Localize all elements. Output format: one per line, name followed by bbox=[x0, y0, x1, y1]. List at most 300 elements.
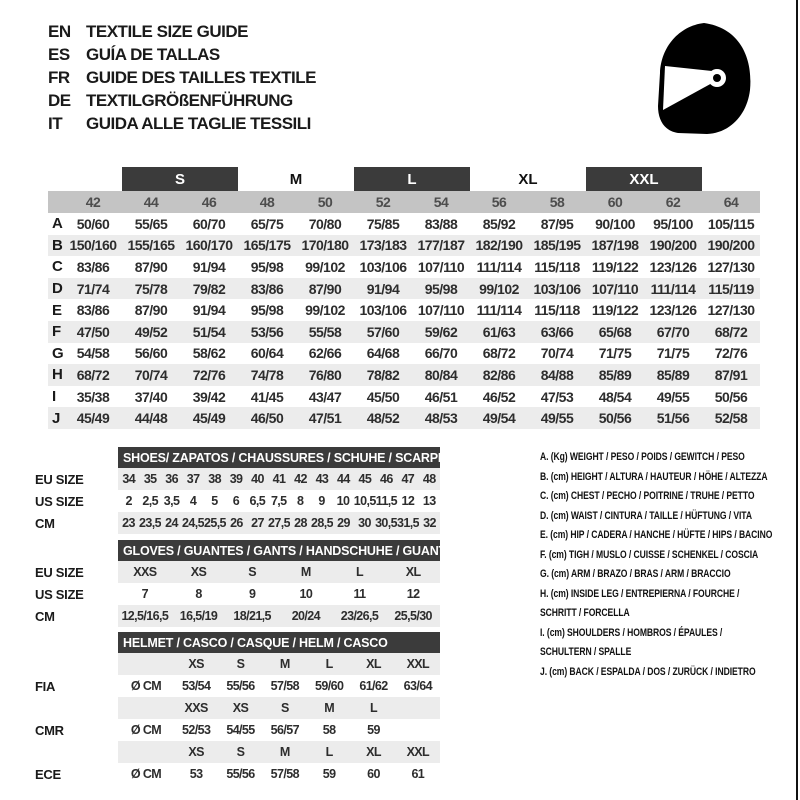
row-letter: J bbox=[52, 409, 61, 427]
value-cell: 3,5 bbox=[163, 494, 180, 508]
eu-sizes-row bbox=[48, 191, 760, 213]
value-cell: 61 bbox=[411, 767, 425, 781]
measurement-cell: 60/70 bbox=[192, 215, 226, 232]
value-cell: 55/56 bbox=[226, 679, 255, 693]
legend-item bbox=[540, 448, 796, 468]
measurement-cell: 49/54 bbox=[482, 410, 516, 427]
measurement-cell: 95/100 bbox=[653, 215, 693, 232]
measurement-cell: 71/74 bbox=[76, 280, 110, 297]
measurement-cell: 51/54 bbox=[192, 323, 226, 340]
measurement-cell: 72/76 bbox=[714, 345, 748, 362]
legend-line: C. (cm) CHEST / PECHO / POITRINE / TRUHE / PETTO bbox=[540, 490, 755, 502]
measurement-cell: 46/51 bbox=[424, 388, 458, 405]
row-letter: D bbox=[52, 280, 63, 298]
measurement-cell: 190/200 bbox=[707, 237, 755, 254]
unit-spacer-cell bbox=[118, 653, 174, 675]
measurement-cell: 127/130 bbox=[707, 258, 755, 275]
measurement-cell: 55/65 bbox=[134, 215, 168, 232]
measurement-cell: 75/78 bbox=[134, 280, 168, 297]
value-cell: M bbox=[279, 561, 333, 583]
measurement-cell: 50/56 bbox=[598, 410, 632, 427]
size-header-cell: 56 bbox=[491, 194, 507, 210]
language-code: DE bbox=[48, 91, 71, 111]
legend-item bbox=[540, 565, 796, 585]
size-header-cell: XXS bbox=[174, 697, 218, 719]
measurement-cell: 103/106 bbox=[359, 258, 407, 275]
measurement-row bbox=[48, 386, 760, 408]
value-cell: 25,5/30 bbox=[386, 605, 440, 627]
measurement-cell: 123/126 bbox=[649, 302, 697, 319]
size-header-cell: XS bbox=[174, 741, 218, 763]
value-cell: 38 bbox=[204, 468, 225, 490]
diameter-unit-label: Ø CM bbox=[130, 679, 162, 693]
measurement-cell: 49/55 bbox=[656, 388, 690, 405]
size-header-cell: 44 bbox=[143, 194, 159, 210]
value-cell: 53/54 bbox=[182, 679, 211, 693]
measurement-cell: 111/114 bbox=[650, 280, 696, 297]
size-header-cell: L bbox=[307, 653, 351, 675]
size-header-cell bbox=[396, 697, 440, 719]
measurement-cell: 68/72 bbox=[482, 345, 516, 362]
legend-item bbox=[540, 468, 796, 488]
measurement-cell: 53/56 bbox=[250, 323, 284, 340]
size-header-cell: S bbox=[218, 653, 262, 675]
language-row bbox=[48, 90, 316, 113]
measurement-row bbox=[48, 343, 760, 365]
measurement-cell: 50/60 bbox=[76, 215, 110, 232]
measurement-cell: 78/82 bbox=[366, 366, 400, 383]
table-title-bar: HELMET / CASCO / CASQUE / HELM / CASCO bbox=[118, 632, 440, 653]
legend-line: I. (cm) SHOULDERS / HOMBROS / ÉPAULES / bbox=[540, 626, 723, 639]
table-row bbox=[35, 605, 440, 627]
value-cell: 37 bbox=[182, 468, 203, 490]
measurement-legend bbox=[540, 448, 796, 682]
value-cell: 34 bbox=[118, 468, 139, 490]
shoes-size-table bbox=[35, 447, 446, 534]
row-letter: H bbox=[52, 366, 63, 384]
value-cell: 23 bbox=[118, 512, 139, 534]
value-cell: 11 bbox=[353, 587, 366, 601]
value-cell: 60 bbox=[367, 767, 380, 781]
value-cell: 41 bbox=[268, 468, 289, 490]
legend-line: F. (cm) TIGH / MUSLO / CUISSE / SCHENKEL / COSCIA bbox=[540, 548, 759, 561]
unit-spacer-cell bbox=[118, 741, 174, 763]
page-right-border bbox=[796, 0, 798, 800]
measurement-row bbox=[48, 256, 760, 278]
legend-item bbox=[540, 624, 796, 663]
measurement-cell: 115/118 bbox=[534, 258, 580, 275]
value-cell: 29 bbox=[333, 512, 354, 534]
value-cell: 23/26,5 bbox=[333, 605, 387, 627]
measurement-cell: 44/48 bbox=[134, 410, 168, 427]
value-cell: 9 bbox=[248, 587, 256, 601]
value-cell: 45 bbox=[354, 468, 375, 490]
value-cell: 52/53 bbox=[182, 723, 211, 737]
value-cell: 42 bbox=[290, 468, 311, 490]
measurement-cell: 95/98 bbox=[250, 258, 284, 275]
measurement-cell: 71/75 bbox=[598, 345, 632, 362]
measurement-cell: 80/84 bbox=[424, 366, 458, 383]
measurement-cell: 185/195 bbox=[533, 237, 581, 254]
measurement-row bbox=[48, 235, 760, 257]
measurement-cell: 99/102 bbox=[305, 302, 345, 319]
value-cell: 13 bbox=[422, 494, 436, 508]
language-title: TEXTILE SIZE GUIDE bbox=[86, 21, 248, 41]
measurement-cell: 160/170 bbox=[185, 237, 233, 254]
size-group-label: M bbox=[289, 170, 303, 188]
standard-label: ECE bbox=[35, 766, 61, 782]
legend-item bbox=[540, 507, 796, 527]
measurement-cell: 37/40 bbox=[134, 388, 168, 405]
size-group-label: XXL bbox=[586, 167, 702, 191]
value-cell: 59 bbox=[367, 723, 380, 737]
legend-line: E. (cm) HIP / CADERA / HANCHE / HÜFTE / HIPS / BACINO bbox=[540, 529, 773, 541]
value-cell: 57/58 bbox=[270, 767, 299, 781]
measurement-cell: 68/72 bbox=[76, 366, 110, 383]
legend-item bbox=[540, 526, 796, 546]
measurement-row bbox=[48, 407, 760, 429]
value-cell: 53 bbox=[189, 767, 203, 781]
value-cell: 46 bbox=[376, 468, 397, 490]
value-cell: 54/55 bbox=[226, 723, 255, 737]
value-cell: 7 bbox=[141, 587, 148, 601]
measurement-cell: 46/50 bbox=[250, 410, 284, 427]
size-header-cell: XS bbox=[218, 697, 262, 719]
measurement-cell: 51/56 bbox=[656, 410, 690, 427]
measurement-cell: 83/86 bbox=[250, 280, 284, 297]
language-row bbox=[48, 20, 316, 43]
language-title: TEXTILGRÖßENFÜHRUNG bbox=[86, 91, 293, 111]
row-letter: I bbox=[52, 388, 57, 406]
measurement-cell: 62/66 bbox=[308, 345, 342, 362]
measurement-cell: 170/180 bbox=[301, 237, 349, 254]
value-cell: 57/58 bbox=[270, 679, 299, 693]
measurement-row bbox=[48, 364, 760, 386]
value-cell: 58 bbox=[322, 723, 336, 737]
value-cell: 26 bbox=[226, 512, 247, 534]
measurement-cell: 43/47 bbox=[308, 388, 342, 405]
value-cell: 7,5 bbox=[270, 494, 287, 508]
measurement-cell: 85/89 bbox=[598, 366, 632, 383]
size-header-cell: M bbox=[263, 653, 307, 675]
language-row bbox=[48, 113, 316, 136]
legend-item bbox=[540, 663, 796, 683]
value-cell: 30,5 bbox=[375, 512, 397, 534]
value-cell: 10 bbox=[336, 494, 350, 508]
table-title-bar: SHOES/ ZAPATOS / CHAUSSURES / SCHUHE / SCARPE bbox=[118, 447, 440, 468]
legend-line: SCHRITT / FORCELLA bbox=[540, 607, 630, 619]
measurement-cell: 87/90 bbox=[134, 258, 168, 275]
value-cell: 6 bbox=[232, 494, 240, 508]
size-header-cell: M bbox=[307, 697, 351, 719]
value-cell: XL bbox=[386, 561, 440, 583]
value-cell: S bbox=[225, 561, 279, 583]
size-header-cell: 62 bbox=[665, 194, 681, 210]
size-header-cell: S bbox=[263, 697, 307, 719]
table-row bbox=[35, 490, 440, 512]
value-cell: 27 bbox=[247, 512, 268, 534]
helmet-values-row bbox=[35, 675, 440, 697]
helmet-size-table bbox=[35, 632, 440, 785]
language-code: EN bbox=[48, 21, 71, 41]
measurement-cell: 103/106 bbox=[533, 280, 581, 297]
size-header-cell: 64 bbox=[723, 194, 739, 210]
measurement-cell: 70/80 bbox=[308, 215, 342, 232]
legend-item bbox=[540, 487, 796, 507]
measurement-cell: 95/98 bbox=[250, 302, 284, 319]
size-header-cell: XL bbox=[351, 741, 395, 763]
measurement-cell: 79/82 bbox=[192, 280, 226, 297]
language-title: GUIDE DES TAILLES TEXTILE bbox=[86, 67, 316, 87]
measurement-cell: 91/94 bbox=[366, 280, 400, 297]
measurement-cell: 150/160 bbox=[69, 237, 117, 254]
value-cell: 2 bbox=[125, 494, 132, 508]
measurement-cell: 63/66 bbox=[540, 323, 574, 340]
measurement-cell: 103/106 bbox=[359, 302, 407, 319]
row-letter: F bbox=[52, 323, 62, 341]
measurement-cell: 55/58 bbox=[308, 323, 342, 340]
size-header-cell: 54 bbox=[433, 194, 449, 210]
row-letter: E bbox=[52, 301, 63, 319]
table-row bbox=[35, 512, 440, 534]
size-header-cell: 60 bbox=[607, 194, 623, 210]
measurement-cell: 173/183 bbox=[359, 237, 407, 254]
measurement-cell: 127/130 bbox=[707, 302, 755, 319]
measurement-cell: 74/78 bbox=[250, 366, 284, 383]
value-cell: 24 bbox=[161, 512, 182, 534]
language-row bbox=[48, 66, 316, 89]
size-group-label: XL bbox=[518, 170, 538, 188]
table-row bbox=[35, 583, 440, 605]
measurement-cell: 46/52 bbox=[482, 388, 516, 405]
value-cell: 9 bbox=[318, 494, 325, 508]
size-header-cell: XL bbox=[351, 653, 395, 675]
value-cell: 28,5 bbox=[311, 512, 333, 534]
legend-line: J. (cm) BACK / ESPALDA / DOS / ZURÜCK / INDIETRO bbox=[540, 665, 756, 678]
size-header-cell: XXL bbox=[396, 653, 440, 675]
language-code: IT bbox=[48, 114, 63, 134]
size-header-cell: 58 bbox=[549, 194, 565, 210]
measurement-cell: 107/110 bbox=[417, 302, 465, 319]
table-title-bar: GLOVES / GUANTES / GANTS / HANDSCHUHE / GUANTI bbox=[118, 540, 440, 561]
value-cell: L bbox=[333, 561, 387, 583]
size-header-cell: 52 bbox=[375, 194, 391, 210]
value-cell: 12 bbox=[406, 587, 420, 601]
measurement-cell: 177/187 bbox=[417, 237, 465, 254]
measurement-cell: 83/86 bbox=[76, 302, 110, 319]
table-row bbox=[35, 561, 440, 583]
measurement-cell: 85/89 bbox=[656, 366, 690, 383]
measurement-cell: 87/95 bbox=[540, 215, 574, 232]
value-cell: 43 bbox=[311, 468, 332, 490]
value-cell: 63/64 bbox=[403, 679, 432, 693]
table-row bbox=[35, 468, 440, 490]
row-letter: C bbox=[52, 258, 63, 276]
measurement-cell: 111/114 bbox=[476, 258, 522, 275]
value-cell: 28 bbox=[290, 512, 311, 534]
value-cell: 23,5 bbox=[139, 512, 161, 534]
measurement-cell: 47/50 bbox=[76, 323, 110, 340]
measurement-cell: 76/80 bbox=[308, 366, 342, 383]
measurement-cell: 64/68 bbox=[366, 345, 400, 362]
size-group-label: L bbox=[354, 167, 470, 191]
measurement-cell: 65/75 bbox=[250, 215, 284, 232]
value-cell: 35 bbox=[139, 468, 160, 490]
measurement-cell: 54/58 bbox=[76, 345, 110, 362]
value-cell: 44 bbox=[333, 468, 354, 490]
measurement-cell: 47/53 bbox=[540, 388, 574, 405]
legend-line: D. (cm) WAIST / CINTURA / TAILLE / HÜFTUNG / VITA bbox=[540, 509, 752, 522]
measurement-row bbox=[48, 213, 760, 235]
size-group-header-row bbox=[48, 167, 760, 191]
row-letter: A bbox=[52, 215, 63, 233]
diameter-unit-label: Ø CM bbox=[130, 767, 162, 781]
measurement-cell: 87/90 bbox=[134, 302, 168, 319]
size-header-cell: XS bbox=[174, 653, 218, 675]
measurement-cell: 72/76 bbox=[192, 366, 226, 383]
value-cell: 47 bbox=[397, 468, 418, 490]
measurement-cell: 60/64 bbox=[250, 345, 284, 362]
measurement-cell: 119/122 bbox=[591, 302, 639, 319]
measurement-cell: 45/49 bbox=[76, 410, 110, 427]
value-cell: 10 bbox=[299, 587, 313, 601]
value-cell: 5 bbox=[211, 494, 218, 508]
row-label: US SIZE bbox=[35, 493, 84, 509]
unit-spacer-cell bbox=[118, 697, 174, 719]
measurement-row bbox=[48, 299, 760, 321]
measurement-cell: 66/70 bbox=[424, 345, 458, 362]
measurement-cell: 115/119 bbox=[708, 280, 754, 297]
measurement-cell: 187/198 bbox=[591, 237, 639, 254]
measurement-row bbox=[48, 278, 760, 300]
value-cell: 6,5 bbox=[249, 494, 266, 508]
helmet-icon bbox=[650, 20, 760, 138]
measurement-cell: 52/58 bbox=[714, 410, 748, 427]
measurement-cell: 83/88 bbox=[424, 215, 458, 232]
size-header-cell: 48 bbox=[259, 194, 275, 210]
helmet-values-row bbox=[35, 719, 440, 741]
measurement-cell: 107/110 bbox=[417, 258, 465, 275]
size-header-cell: L bbox=[307, 741, 351, 763]
measurement-cell: 65/68 bbox=[598, 323, 632, 340]
value-cell: 10,5 bbox=[353, 494, 376, 508]
measurement-cell: 107/110 bbox=[591, 280, 639, 297]
value-cell: 12 bbox=[401, 494, 415, 508]
measurement-cell: 95/98 bbox=[424, 280, 458, 297]
measurement-cell: 87/91 bbox=[714, 366, 748, 383]
helmet-sizes-row bbox=[35, 697, 440, 719]
measurement-cell: 91/94 bbox=[192, 258, 226, 275]
measurement-cell: 67/70 bbox=[656, 323, 690, 340]
measurement-cell: 70/74 bbox=[540, 345, 574, 362]
value-cell: 11,5 bbox=[375, 494, 398, 508]
value-cell: 30 bbox=[354, 512, 375, 534]
legend-item bbox=[540, 585, 796, 624]
value-cell: 59/60 bbox=[315, 679, 344, 693]
measurement-cell: 47/51 bbox=[308, 410, 342, 427]
row-letter: B bbox=[52, 236, 63, 254]
diameter-unit-label: Ø CM bbox=[130, 723, 162, 737]
value-cell bbox=[396, 719, 440, 741]
measurement-cell: 48/53 bbox=[424, 410, 458, 427]
value-cell: 55/56 bbox=[226, 767, 255, 781]
size-header-cell: XXL bbox=[396, 741, 440, 763]
measurement-cell: 56/60 bbox=[134, 345, 168, 362]
legend-line: SCHULTERN / SPALLE bbox=[540, 646, 632, 658]
measurement-cell: 59/62 bbox=[424, 323, 458, 340]
measurement-cell: 57/60 bbox=[366, 323, 400, 340]
measurement-cell: 84/88 bbox=[540, 366, 574, 383]
gloves-size-table bbox=[35, 540, 450, 627]
language-title-list bbox=[48, 20, 316, 136]
value-cell: 59 bbox=[322, 767, 336, 781]
size-header-cell: L bbox=[351, 697, 395, 719]
row-label: EU SIZE bbox=[35, 564, 84, 580]
row-label: US SIZE bbox=[35, 586, 84, 602]
value-cell: 27,5 bbox=[268, 512, 290, 534]
measurement-cell: 83/86 bbox=[76, 258, 110, 275]
textile-size-table bbox=[48, 167, 760, 429]
value-cell: 48 bbox=[419, 468, 440, 490]
measurement-cell: 61/63 bbox=[482, 323, 516, 340]
value-cell: 4 bbox=[189, 494, 197, 508]
value-cell: 2,5 bbox=[142, 494, 158, 508]
legend-line: B. (cm) HEIGHT / ALTURA / HAUTEUR / HÖHE / ALTEZZA bbox=[540, 470, 768, 483]
value-cell: XS bbox=[172, 561, 226, 583]
measurement-cell: 119/122 bbox=[591, 258, 639, 275]
measurement-cell: 45/50 bbox=[366, 388, 400, 405]
measurement-cell: 105/115 bbox=[707, 215, 755, 232]
legend-line: A. (Kg) WEIGHT / PESO / POIDS / GEWITCH / PESO bbox=[540, 451, 745, 463]
measurement-cell: 165/175 bbox=[243, 237, 291, 254]
measurement-cell: 182/190 bbox=[475, 237, 523, 254]
legend-line: H. (cm) INSIDE LEG / ENTREPIERNA / FOURCHE / bbox=[540, 587, 740, 600]
row-label: CM bbox=[35, 515, 55, 531]
size-header-cell: S bbox=[218, 741, 262, 763]
measurement-cell: 68/72 bbox=[714, 323, 748, 340]
measurement-cell: 48/52 bbox=[366, 410, 400, 427]
language-code: ES bbox=[48, 44, 70, 64]
measurement-cell: 90/100 bbox=[595, 215, 635, 232]
language-row bbox=[48, 43, 316, 66]
measurement-cell: 85/92 bbox=[482, 215, 516, 232]
value-cell: 36 bbox=[161, 468, 182, 490]
size-header-cell: 42 bbox=[85, 194, 101, 210]
measurement-cell: 35/38 bbox=[76, 388, 110, 405]
measurement-cell: 48/54 bbox=[598, 388, 632, 405]
row-label: EU SIZE bbox=[35, 471, 84, 487]
helmet-values-row bbox=[35, 763, 440, 785]
standard-label: FIA bbox=[35, 678, 56, 694]
legend-line: G. (cm) ARM / BRAZO / BRAS / ARM / BRACCIO bbox=[540, 568, 731, 580]
value-cell: 56/57 bbox=[270, 723, 299, 737]
measurement-cell: 87/90 bbox=[308, 280, 342, 297]
value-cell: 61/62 bbox=[359, 679, 388, 693]
language-code: FR bbox=[48, 67, 70, 87]
language-title: GUÍA DE TALLAS bbox=[86, 44, 220, 64]
row-letter: G bbox=[52, 344, 64, 362]
legend-item bbox=[540, 546, 796, 566]
value-cell: 39 bbox=[225, 468, 246, 490]
measurement-cell: 75/85 bbox=[366, 215, 400, 232]
size-group-label: S bbox=[122, 167, 238, 191]
size-header-cell: 46 bbox=[201, 194, 217, 210]
measurement-row bbox=[48, 321, 760, 343]
value-cell: 31,5 bbox=[397, 512, 419, 534]
measurement-cell: 99/102 bbox=[479, 280, 519, 297]
value-cell: 20/24 bbox=[279, 605, 333, 627]
measurement-cell: 155/165 bbox=[127, 237, 175, 254]
